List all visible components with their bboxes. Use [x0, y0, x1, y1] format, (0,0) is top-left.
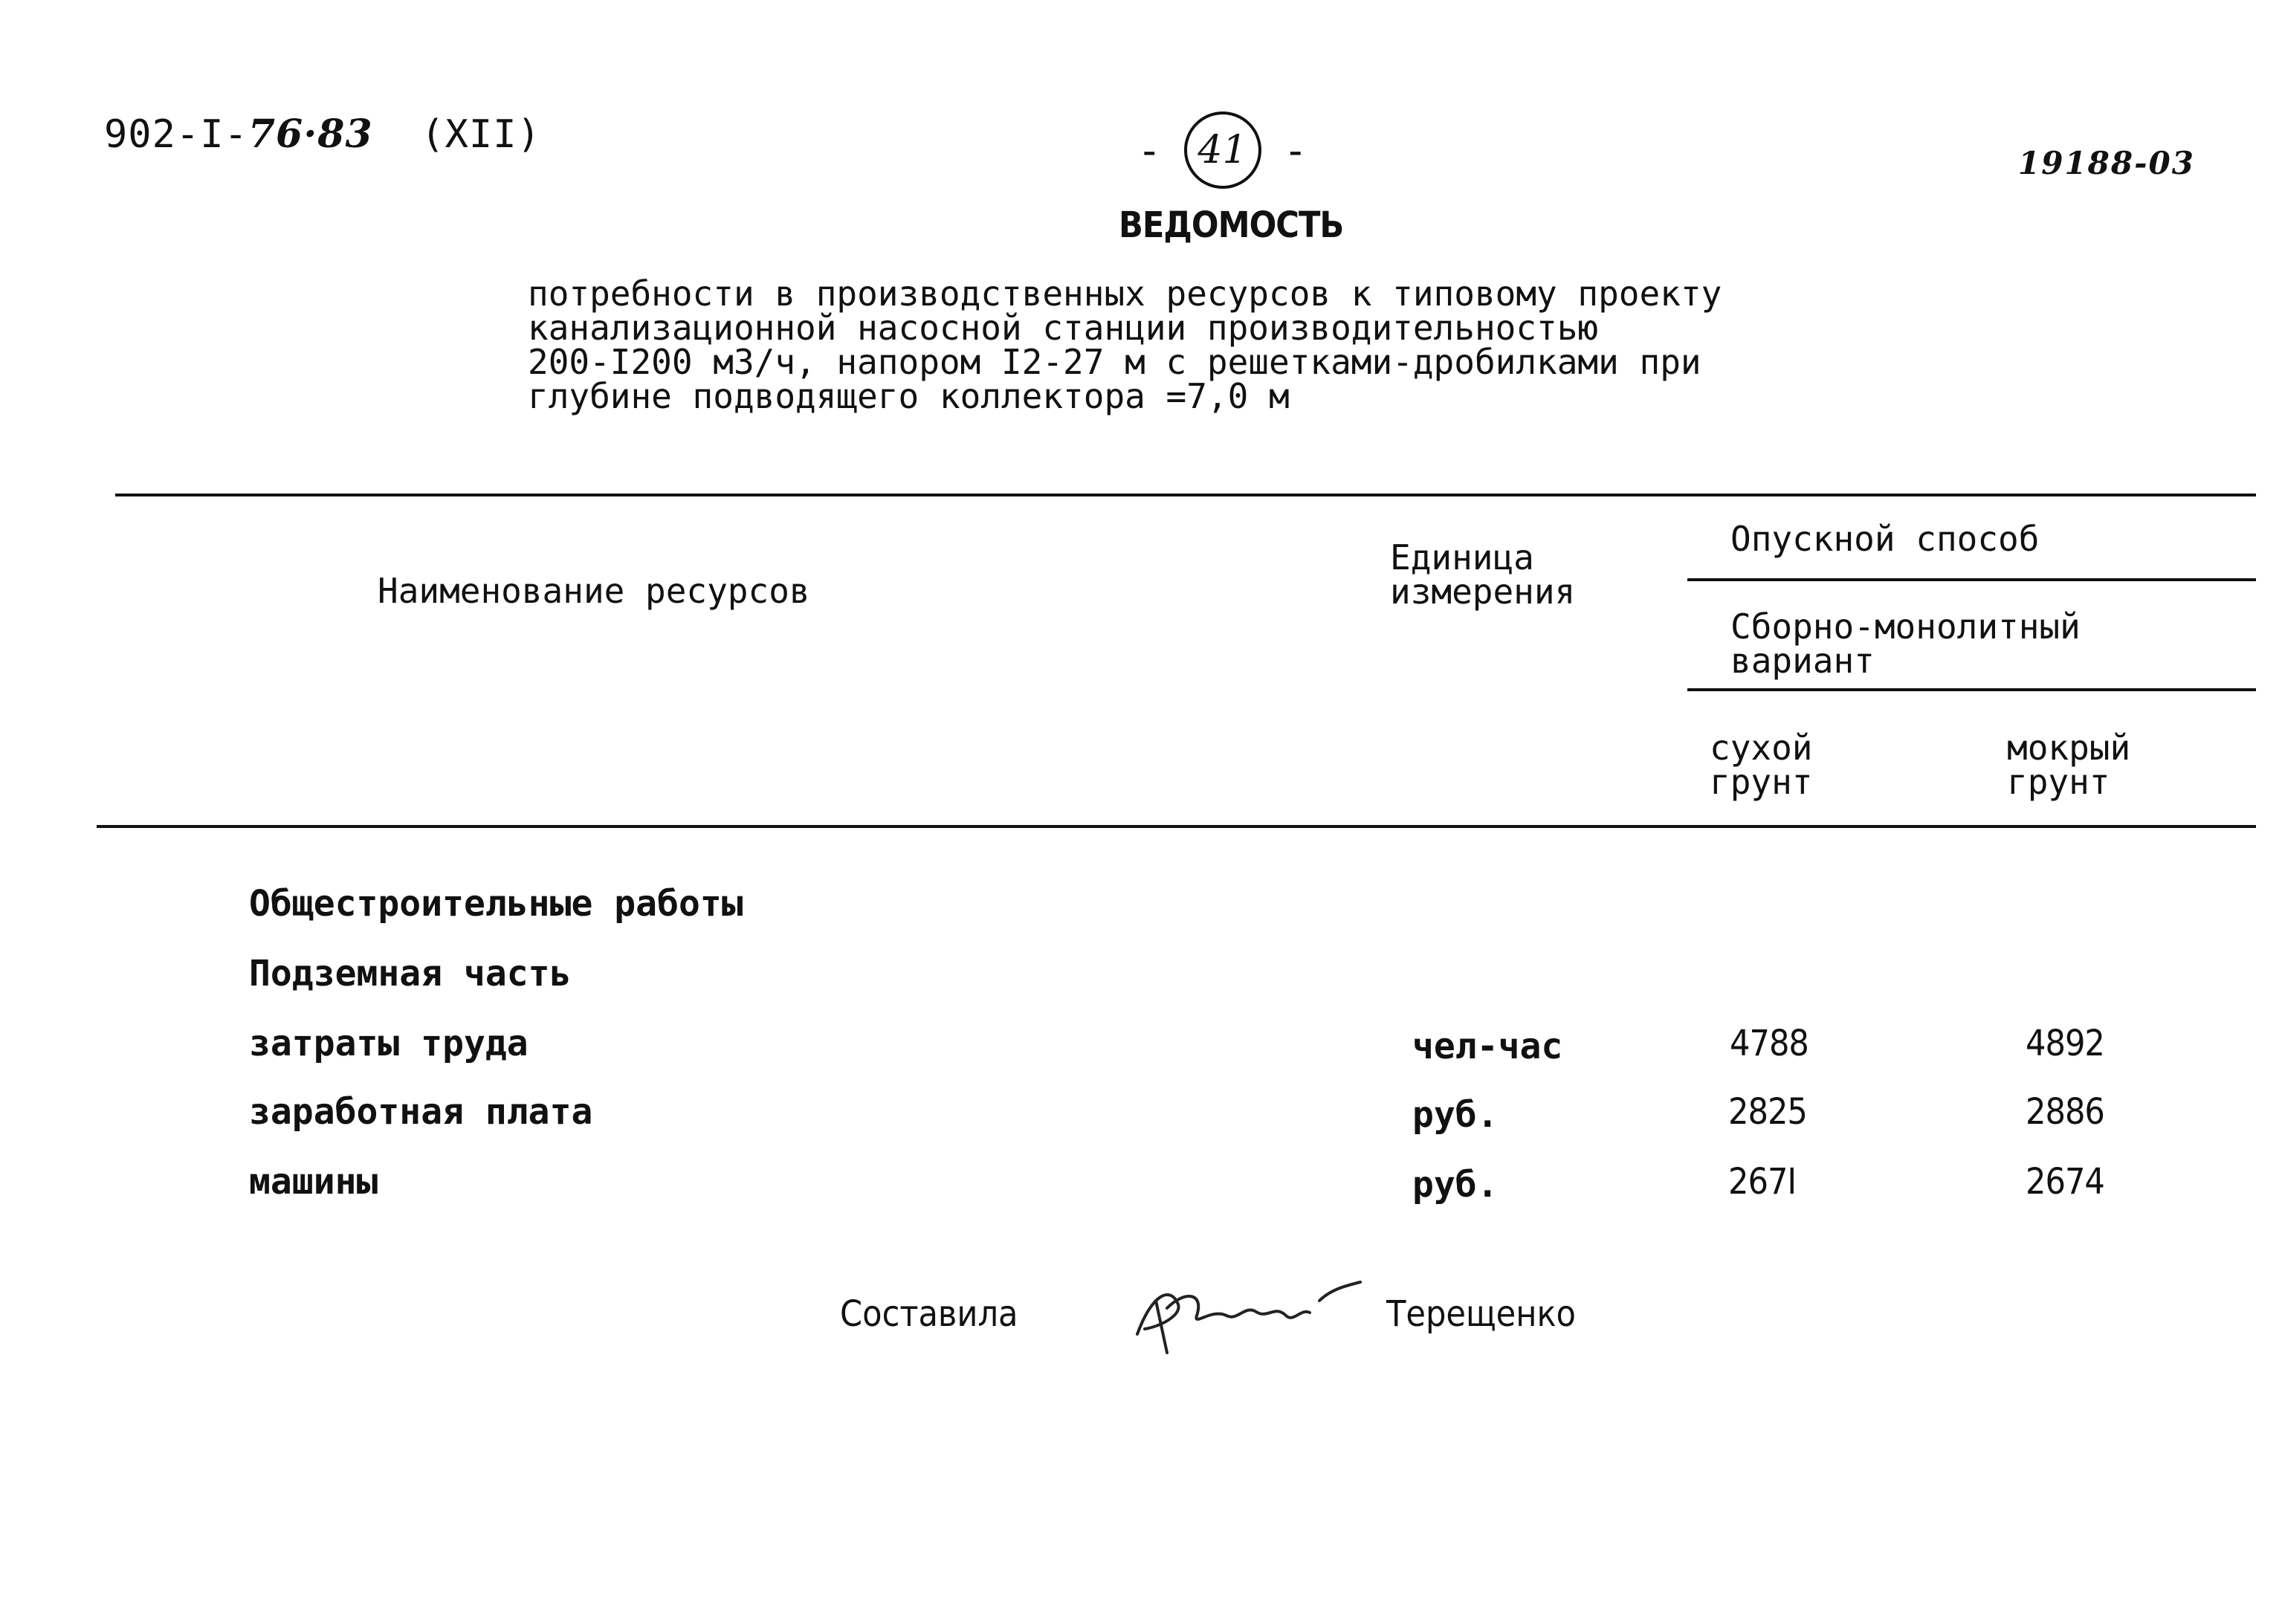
- subtitle-line: канализационной насосной станции производительностью: [528, 308, 1599, 348]
- compiler-name: Терещенко: [1386, 1293, 1576, 1335]
- document-code: [104, 111, 541, 157]
- header-wet-line1: мокрый: [2007, 728, 2131, 768]
- row-name: затраты труда: [249, 1023, 529, 1064]
- compiled-by-label: Составила: [840, 1293, 1018, 1335]
- page-dash-right: -: [1283, 126, 1308, 174]
- row-unit: чел-час: [1412, 1026, 1563, 1067]
- header-dry-line2: грунт: [1710, 762, 1813, 802]
- header-wet-line2: грунт: [2007, 762, 2110, 802]
- header-wet-soil: [2007, 728, 2131, 802]
- archive-code: 19188-03: [2018, 145, 2195, 181]
- header-resource-name: Наименование ресурсов: [378, 571, 810, 611]
- header-variant-line2: вариант: [1730, 641, 1875, 681]
- document-code-handwritten: 76·83: [248, 111, 373, 157]
- header-method: Опускной способ: [1730, 519, 2040, 559]
- signature-image: [1115, 1264, 1368, 1360]
- page-dash-left: -: [1137, 126, 1162, 174]
- document-subtitle: [528, 274, 1722, 416]
- header-dry-soil: [1710, 728, 1813, 802]
- subtitle-line: глубине подводящего коллектора =7,0 м: [528, 376, 1290, 416]
- page-number-value: 41: [1197, 128, 1247, 172]
- row-dry-value: 2825: [1728, 1091, 1807, 1133]
- document-title: ВЕДОМОСТЬ: [1119, 204, 1344, 246]
- page-number-circle: [1184, 111, 1261, 189]
- subtitle-line: 200-I200 м3/ч, напором I2-27 м с решетками-дробилками при: [528, 342, 1701, 382]
- row-name: машины: [249, 1161, 378, 1203]
- header-rule-method: [1687, 578, 2256, 581]
- header-variant-line1: Сборно-монолитный: [1730, 606, 2081, 647]
- row-unit: руб.: [1412, 1094, 1499, 1136]
- header-unit-line1: Единица: [1390, 537, 1534, 578]
- row-wet-value: 2886: [2026, 1091, 2104, 1133]
- row-name: заработная плата: [249, 1091, 593, 1133]
- row-dry-value: 4788: [1730, 1023, 1809, 1064]
- row-wet-value: 2674: [2026, 1161, 2104, 1203]
- header-unit-line2: измерения: [1390, 572, 1576, 612]
- document-code-suffix: (XII): [421, 112, 541, 157]
- header-variant: [1730, 606, 2081, 681]
- header-dry-line1: сухой: [1710, 728, 1813, 768]
- page-number: [1137, 111, 1308, 189]
- row-unit: руб.: [1412, 1164, 1499, 1206]
- header-unit: [1390, 537, 1576, 612]
- section-heading: Общестроительные работы: [249, 883, 743, 925]
- row-wet-value: 4892: [2026, 1023, 2104, 1064]
- header-rule-variant: [1687, 688, 2256, 691]
- document-code-prefix: 902-I-: [104, 112, 248, 157]
- table-header-bottom-rule: [97, 825, 2256, 828]
- row-dry-value: 267I: [1728, 1161, 1797, 1203]
- subtitle-line: потребности в производственных ресурсов к типовому проекту: [528, 274, 1722, 314]
- section-heading: Подземная часть: [249, 953, 572, 994]
- table-top-rule: [115, 494, 2256, 496]
